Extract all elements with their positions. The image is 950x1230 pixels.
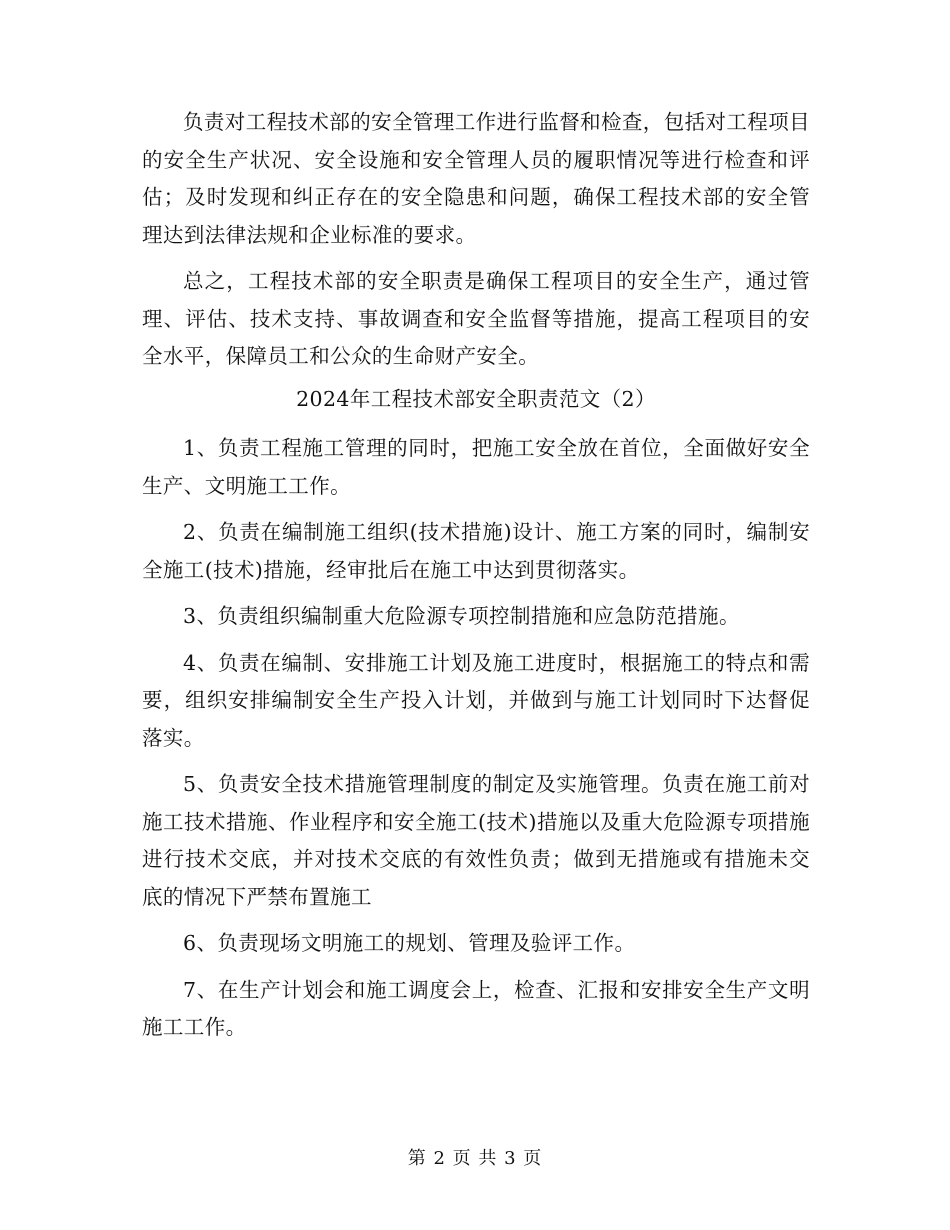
page-number-footer: 第 2 页 共 3 页 (407, 1148, 543, 1169)
list-item-7: 7、在生产计划会和施工调度会上，检查、汇报和安排安全生产文明施工工作。 (142, 977, 810, 1039)
document-body (142, 104, 810, 1047)
list-item-2: 2、负责在编制施工组织(技术措施)设计、施工方案的同时，编制安全施工(技术)措施，经审批后在施工中达到贯彻落实。 (142, 520, 810, 582)
list-item-1: 1、负责工程施工管理的同时，把施工安全放在首位，全面做好安全生产、文明施工工作。 (142, 436, 810, 498)
list-item-5: 5、负责安全技术措施管理制度的制定及实施管理。负责在施工前对施工技术措施、作业程序和安全施工(技术)措施以及重大危险源专项措施进行技术交底，并对技术交底的有效性负责；做到无措施或有措施未交底的情况下严禁布置施工 (142, 772, 810, 909)
list-item-3: 3、负责组织编制重大危险源专项控制措施和应急防范措施。 (183, 604, 740, 628)
paragraph-supervision: 负责对工程技术部的安全管理工作进行监督和检查，包括对工程项目的安全生产状况、安全设施和安全管理人员的履职情况等进行检查和评估；及时发现和纠正存在的安全隐患和问题，确保工程技术部的安全管理达到法律法规和企业标准的要求。 (142, 110, 810, 247)
section-title: 2024年工程技术部安全职责范文（2） (296, 386, 656, 411)
list-item-6: 6、负责现场文明施工的规划、管理及验评工作。 (183, 931, 636, 955)
list-item-4: 4、负责在编制、安排施工计划及施工进度时，根据施工的特点和需要，组织安排编制安全生产投入计划，并做到与施工计划同时下达督促落实。 (142, 650, 810, 750)
paragraph-summary: 总之，工程技术部的安全职责是确保工程项目的安全生产，通过管理、评估、技术支持、事故调查和安全监督等措施，提高工程项目的安全水平，保障员工和公众的生命财产安全。 (142, 269, 810, 368)
